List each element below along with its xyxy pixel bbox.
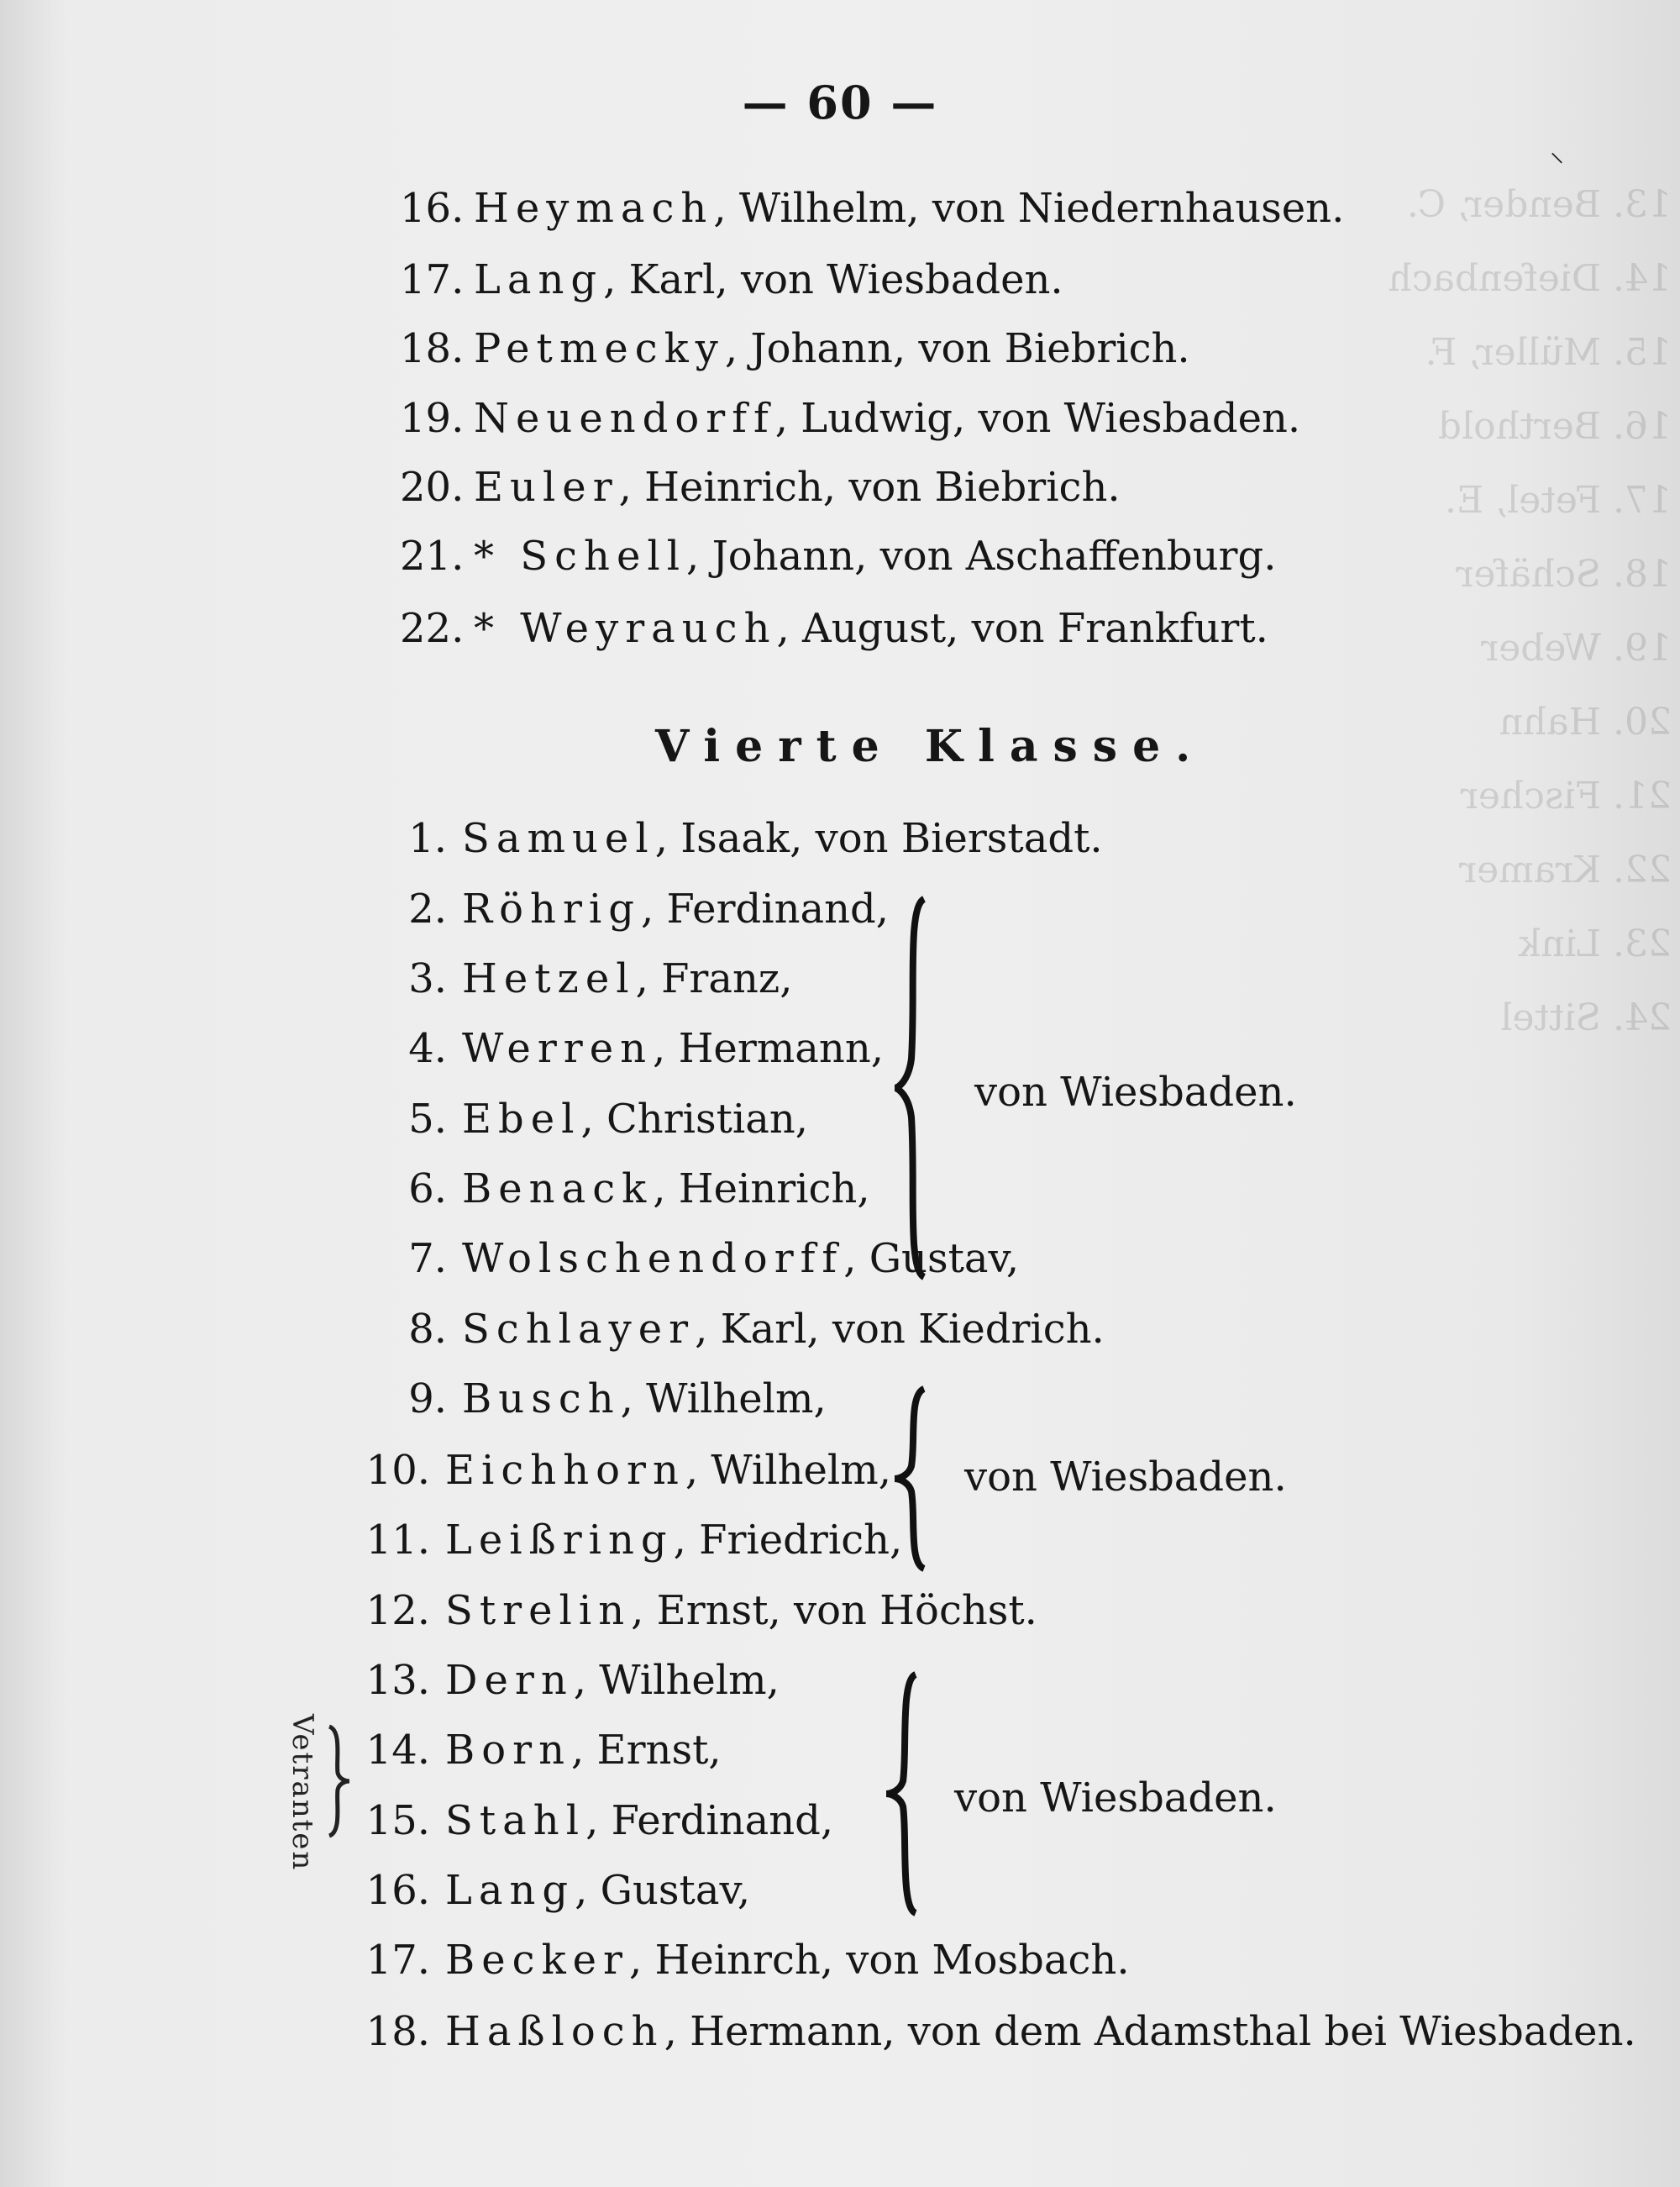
margin-note: Vetranten (286, 1714, 319, 1872)
list-item: 17. Becker, Heinrch, von Mosbach. (365, 1937, 1130, 1984)
list-item: 11. Leißring, Friedrich, (365, 1517, 903, 1564)
list-item: 6. Benack, Heinrich, (408, 1165, 870, 1212)
list-item: 17. Lang, Karl, von Wiesbaden. (400, 256, 1063, 303)
list-item: 8. Schlayer, Karl, von Kiedrich. (408, 1306, 1105, 1353)
group-brace (890, 1382, 941, 1575)
list-item: 18. Petmecky, Johann, von Biebrich. (400, 325, 1190, 372)
list-item: 7. Wolschendorff, Gustav, (408, 1235, 1020, 1282)
list-item: 2. Röhrig, Ferdinand, (408, 886, 890, 933)
bleed-through-text: 13. Bender, C. 14. Diefenbach 15. Müller, F. 16. Berthold 17. Fetel, E. 18. Schäfer 19. Weber 20. Hahn 21. Fischer 22. Kramer 23. Link 24. Sittel (1388, 183, 1672, 1039)
list-item: 13. Dern, Wilhelm, (365, 1657, 780, 1704)
list-item: 3. Hetzel, Franz, (408, 955, 793, 1002)
list-item: 19. Neuendorff, Ludwig, von Wiesbaden. (400, 395, 1301, 442)
group-label: von Wiesbaden. (974, 1069, 1297, 1116)
list-item: 20. Euler, Heinrich, von Biebrich. (400, 464, 1121, 511)
page-number: — 60 — (742, 76, 938, 129)
list-item: 4. Werren, Hermann, (408, 1025, 884, 1072)
list-item: 12. Strelin, Ernst, von Höchst. (365, 1587, 1037, 1634)
group-label: von Wiesbaden. (954, 1774, 1277, 1822)
list-item: 16. Lang, Gustav, (365, 1867, 751, 1914)
list-item: 14. Born, Ernst, (365, 1727, 722, 1774)
group-brace (882, 1668, 932, 1920)
stray-mark: ⸌ (1550, 147, 1564, 181)
list-item: 1. Samuel, Isaak, von Bierstadt. (408, 815, 1103, 862)
list-item: 15. Stahl, Ferdinand, (365, 1797, 834, 1844)
section-heading: Vierte Klasse. (655, 721, 1206, 772)
group-label: von Wiesbaden. (964, 1454, 1287, 1501)
margin-brace (321, 1722, 354, 1840)
list-item: 10. Eichhorn, Wilhelm, (365, 1447, 892, 1494)
group-brace (890, 891, 941, 1285)
list-item: 22. * Weyrauch, August, von Frankfurt. (400, 605, 1268, 652)
list-item: 9. Busch, Wilhelm, (408, 1375, 827, 1422)
list-item: 18. Haßloch, Hermann, von dem Adamsthal bei Wiesbaden. (365, 2008, 1636, 2055)
list-item: 21. * Schell, Johann, von Aschaffenburg. (400, 533, 1277, 580)
list-item: 16. Heymach, Wilhelm, von Niedernhausen. (400, 185, 1345, 232)
list-item: 5. Ebel, Christian, (408, 1096, 809, 1143)
